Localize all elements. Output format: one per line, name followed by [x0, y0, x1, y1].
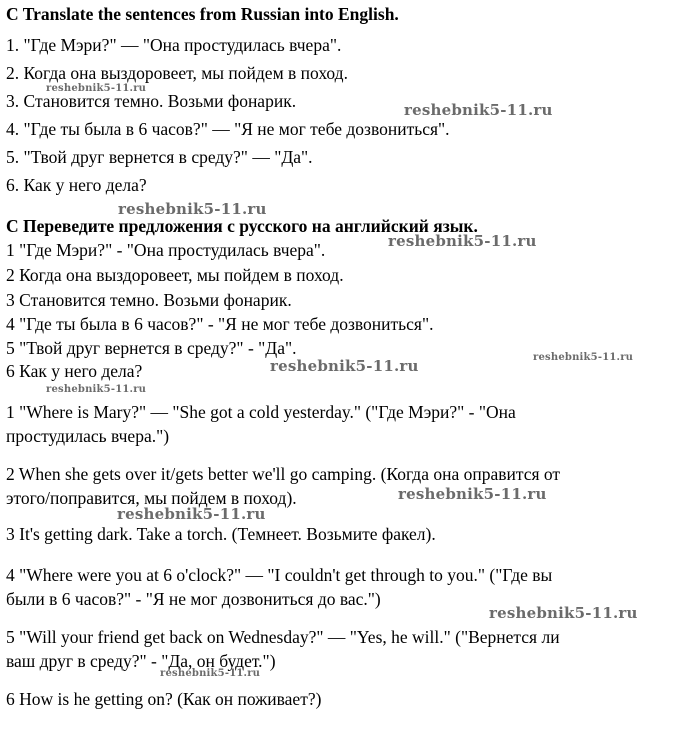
- sentence-item: 3 Становится темно. Возьми фонарик.: [6, 290, 292, 310]
- sentence-item: 1 "Где Мэри?" - "Она простудилась вчера".: [6, 240, 326, 260]
- sentence-item: 6. Как у него дела?: [6, 175, 147, 195]
- answer-line: 4 "Where were you at 6 o'clock?" — "I couldn't get through to you." ("Где вы: [6, 565, 553, 585]
- answer-line: 5 "Will your friend get back on Wednesday?" — "Yes, he will." ("Вернется ли: [6, 627, 560, 647]
- answer-line: 6 How is he getting on? (Как он поживает?): [6, 689, 322, 709]
- sentence-item: 3. Становится темно. Возьми фонарик.: [6, 91, 297, 111]
- exercise-heading-english: C Translate the sentences from Russian into English.: [6, 4, 399, 24]
- sentence-item: 6 Как у него дела?: [6, 361, 143, 381]
- exercise-heading-russian: С Переведите предложения с русского на английский язык.: [6, 216, 478, 236]
- watermark: reshebnik5-11.ru: [118, 200, 267, 218]
- watermark: reshebnik5-11.ru: [489, 604, 638, 622]
- sentence-item: 5 "Твой друг вернется в среду?" - "Да".: [6, 338, 297, 358]
- sentence-item: 4 "Где ты была в 6 часов?" - "Я не мог тебе дозвониться".: [6, 314, 434, 334]
- answer-line: 2 When she gets over it/gets better we'll go camping. (Когда она оправится от: [6, 464, 561, 484]
- answer-line: были в 6 часов?" - "Я не мог дозвониться до вас."): [6, 589, 381, 609]
- watermark: reshebnik5-11.ru: [46, 83, 147, 94]
- sentence-item: 5. "Твой друг вернется в среду?" — "Да".: [6, 147, 313, 167]
- answer-line: этого/поправится, мы пойдем в поход).: [6, 488, 297, 508]
- watermark: reshebnik5-11.ru: [270, 357, 419, 375]
- sentence-item: 4. "Где ты была в 6 часов?" — "Я не мог тебе дозвониться".: [6, 119, 450, 139]
- sentence-item: 2. Когда она выздоровеет, мы пойдем в поход.: [6, 63, 348, 83]
- watermark: reshebnik5-11.ru: [404, 101, 553, 119]
- answer-line: 3 It's getting dark. Take a torch. (Темнеет. Возьмите факел).: [6, 524, 436, 544]
- sentence-item: 1. "Где Мэри?" — "Она простудилась вчера".: [6, 35, 342, 55]
- watermark: reshebnik5-11.ru: [398, 485, 547, 503]
- watermark: reshebnik5-11.ru: [388, 232, 537, 250]
- watermark: reshebnik5-11.ru: [46, 384, 147, 395]
- watermark: reshebnik5-11.ru: [160, 668, 261, 679]
- answer-line: ваш друг в среду?" - "Да, он будет."): [6, 651, 276, 671]
- answer-line: 1 "Where is Mary?" — "She got a cold yesterday." ("Где Мэри?" - "Она: [6, 402, 516, 422]
- sentence-item: 2 Когда она выздоровеет, мы пойдем в поход.: [6, 265, 344, 285]
- watermark: reshebnik5-11.ru: [117, 505, 266, 523]
- watermark: reshebnik5-11.ru: [533, 352, 634, 363]
- answer-line: простудилась вчера."): [6, 426, 170, 446]
